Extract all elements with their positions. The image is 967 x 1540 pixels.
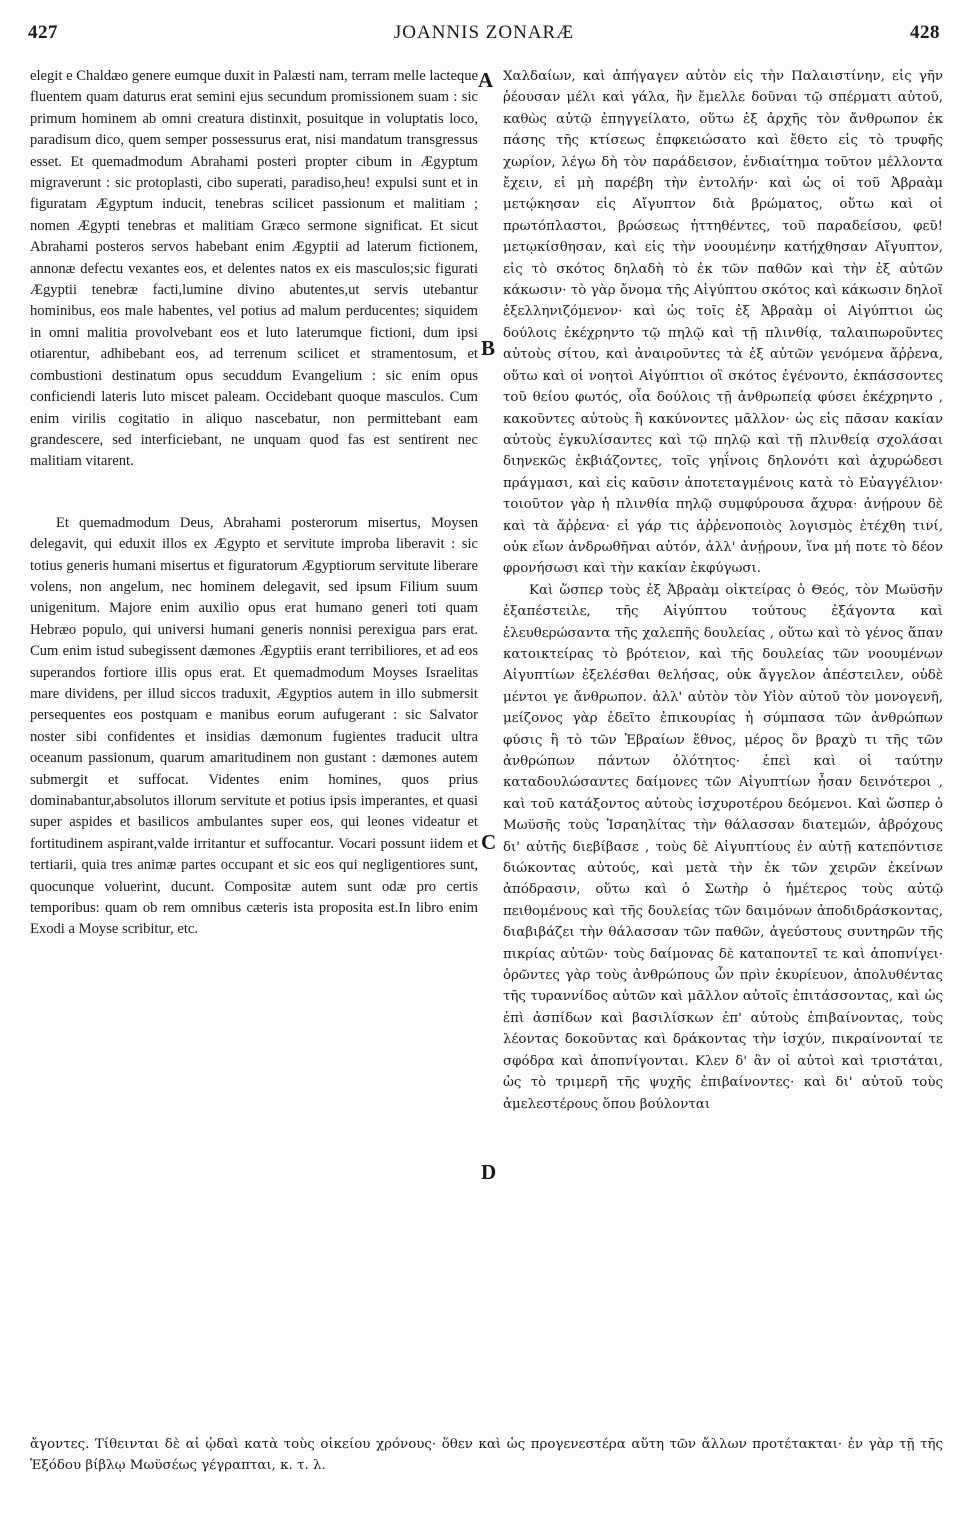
- running-title: JOANNIS ZONARÆ: [393, 22, 575, 43]
- greek-paragraph: Χαλδαίων, καὶ ἀπήγαγεν αὐτὸν εἰς τὴν Παλαιστίνην, εἰς γῆν ῥέουσαν μέλι καὶ γάλα, ἣν ἔμελλε δοῦναι τῷ σπέρματι αὐτοῦ, καθὼς αὐτῷ ἐπηγγείλατο, οὕτω ἐξ ἀρχῆς τὸν ἄνθρωπον ἐκ πάσης τῆς κτίσεως ἐπφκειώσατο καὶ ἔθετο εἰς τὸ τρυφῆς χωρίον, λέγω δὴ τὸν παράδεισον, ἐνδιαίτημα τοῦτον μέλλοντα ἔχειν, εἰ μὴ παρέβη τὴν ἐντολήν· καὶ ὡς οἱ τοῦ Ἀβραὰμ μετῴκησαν εἰς Αἴγυπτον διὰ βρώματος, οὕτω καὶ οἱ πρωτόπλαστοι, βρώσεως ἡττηθέντες, τοῦ παραδείσου, φεῦ! μετῳκίσθησαν, καὶ εἰς τὴν νοουμένην κατήχθησαν Αἴγυπτον, εἰς τὸ σκότος δηλαδὴ τὸ ἐκ τῶν παθῶν καὶ τὴν ἐξ αὐτῶν κάκωσιν· τὸ γὰρ ὄνομα τῆς Αἰγύπτου σκότος καὶ κάκωσιν δηλοῖ ἐξελληνιζόμενον· καὶ ὡς τοῖς ἐξ Ἀβραὰμ οἱ Αἰγύπτιοι ὡς δούλοις ἐκέχρηντο τῷ πηλῷ καὶ τῇ πλινθίᾳ, ταλαιπωροῦντες αὐτοὺς σίτου, καὶ ἀναιροῦντες τὰ ἐξ αὐτῶν γενόμενα ἄῤῥενα, οὕτω καὶ οἱ νοητοὶ Αἰγύπτιοι οἳ σκότος ἐγένοντο, ἐκπάσσοντες τοῦ θείου φωτός, οἷα δούλοις τῇ ἀνθρωπείᾳ φύσει ἐκέχρηντο , κακοῦντες αὐτοὺς ἢ κακύνοντες μᾶλλον· ὡς εἰς πᾶσαν κακίαν αὐτοὺς ἐγκυλίσαντες καὶ τῷ πηλῷ καὶ τῇ πλινθείᾳ σχολάσαι διηνεκῶς ἐκβιάζοντες, τοῖς γηΐνοις δηλονότι καὶ ἀχυρώδεσι πράγμασι, καὶ εἰς καῦσιν ἀποτεταγμένοις κατὰ τὸ Εὐαγγέλιον· τοιοῦτον γὰρ ἡ πλινθία πηλῷ συμφύρουσα ἄχυρα· ἀνῄρουν δὲ καὶ τὰ ἄῤῥενα· εἰ γάρ τις ἀῤῥενοποιὸς λογισμὸς ἐτέχθη τινί, οὐκ εἴων ἀνδρωθῆναι αὐτόν, ἀλλ' ἀνῄρουν, ἵνα μή ποτε τὸ δέον φρονήσωσι καὶ τὴν κακίαν ἐκφύγωσι.: [503, 69, 943, 577]
- section-marker-d: D: [481, 1160, 497, 1184]
- greek-continuation-line: [30, 1434, 943, 1476]
- latin-paragraph: elegit e Chaldæo genere eumque duxit in Palæsti nam, terram melle lacteque fluentem quam daturus erat semini ejus secundum promissionem suam : sic primum hominem ab omni creatura distinxit, posuitque in voluptatis loco, paradisum dico, quem semper possessurus erat, nisi mandatum transgressus esset. Et quemadmodum Abrahami posteri propter cibum in Ægyptum migraverunt : sic protoplasti, cibo superati, paradiso,heu! expulsi sunt et in figuratam Ægyptum inducit, tenebras scilicet passionum et malitiam ; nomen Ægypti tenebras et malitiam Græco sermone significat. Et sicut Abrahami posteros servos habebant enim Ægyptii ad laterum fictionem, annonæ defectu vexantes eos, et delentes natos ex eis masculos;sic figurati Ægyptii tenebræ facti,lumine divino abutentes,ut servis utebantur hominibus, eos male habentes, vel potius ad malum perducentes; siquidem in omni malitia provolvebant eos et luto laterumque fictioni, dum ipsi otiarentur, adhibebant eos, ad terrenum scilicet et stramentosum, et combustioni destinatum opus secuddum Evangelium : sic enim opus conficiendi lateris luto miscet paleam. Occidebant quoque masculos. Cum enim virilis cogitatio in aliquo nascebatur, non permittebant eam grandescere, sed interficiebant, ne unquam quod fas est sentirent nec malitiam vitarent.: [30, 68, 478, 470]
- page-number-left: 427: [28, 22, 58, 43]
- running-header: [28, 22, 940, 52]
- greek-column: [503, 66, 943, 1115]
- page-number-right: 428: [910, 22, 940, 43]
- latin-paragraph: Et quemadmodum Deus, Abrahami posterorum misertus, Moysen delegavit, qui eduxit illos ex Ægypto et servitute improba liberavit : sic totius generis humani misertus et figuratorum Ægyptiorum servitute liberare volens, non angelum, nec hominem delegavit, sed ipsum Filium suum unigenitum. Majore enim auxilio opus erat humano generi toti quam Hebræo populo, qui universi humani generis nonnisi perexigua pars erat. Cum enim istud subegissent dæmones Ægyptiis erant terribiliores, et ad eos superandos fortiore illis opus erat. Et quemadmodum Moyses Israelitas mare dividens, per illud siccos traduxit, Ægyptios autem in illo submersit persequentes eos postquam e manibus eorum aufugerant : sic Salvator noster sibi confidentes et insidias dæmonum fugientes traducit ultra oceanum passionum, quarum amaritudinem non gustant : dæmones autem submergit et suffocat. Videntes enim homines, quos prius dominabantur,absolutos illorum servitute et potius ipsis imperantes, et quasi super aspides et basilicos ambulantes super eos, qui leones videatur et fortitudinem aspirant,valde irritantur et suffocantur. Vocari possunt iidem et tertiarii, quia tres animæ partes occupant et sic eos qui negligentiores sunt, quocunque voluerint, ducunt. Compositæ autem sunt odæ pro certis temporibus: quam ob rem omnibus cæteris ista proposita est.In libro enim Exodi a Moyse scribitur, etc.: [30, 514, 478, 938]
- section-marker-a: A: [478, 68, 494, 92]
- greek-paragraph: Καὶ ὥσπερ τοὺς ἐξ Ἀβραὰμ οἰκτείρας ὁ Θεός, τὸν Μωϋσῆν ἐξαπέστειλε, τῆς Αἰγύπτου τούτους ἐξάγοντα καὶ ἐλευθερώσαντα τῆς χαλεπῆς δουλείας , οὕτω καὶ τὸ γένος ἅπαν κατοικτείρας τὸ βρότειον, καὶ τῆς δουλείας τῶν νοουμένων Αἰγυπτίων ἐξελέσθαι θελήσας, οὐκ ἄγγελον ἀπέστειλεν, οὐδὲ μέντοι γε ἄνθρωπον. ἀλλ' αὐτὸν τὸν Υἱὸν αὐτοῦ τὸν μονογενῆ, μείζονος γὰρ ἐδεῖτο ἐπικουρίας ἡ σύμπασα τῶν ἀνθρώπων φύσις ἢ τὸ τῶν Ἑβραίων ἔθνος, μέρος ὂν βραχὺ τι τῆς τῶν ἀνθρώπων πάντων ὁλότητος· ἐπεὶ καὶ οἱ ταύτην καταδουλώσαντες δαίμονες τῶν Αἰγυπτίων ἦσαν δεινότεροι , καὶ τοῦ κατάξοντος αὐτοὺς ἰσχυροτέρου δεόμενοι. Καὶ ὥσπερ ὁ Μωϋσῆς τοὺς Ἰσραηλίτας τὴν θάλασσαν διατεμών, ἀβρόχους δι' αὐτῆς διεβίβασε , τοὺς δὲ Αἰγυπτίους ἐν αὐτῇ κατεπόντισε διώκοντας αὐτούς, καὶ μετὰ τὴν ἐκ τῶν χειρῶν ἐκείνων ἀπόδρασιν, οὕτω καὶ ὁ Σωτὴρ ὁ ἡμέτερος τοὺς αὐτῷ πειθομένους καὶ τῆς δουλείας τῶν δαιμόνων ἀποδιδράσκοντας, διαβιβάζει τὴν θάλασσαν τῶν παθῶν, ἀγεύστους συντηρῶν τῆς πικρίας αὐτῶν· τοὺς δαίμονας δὲ καταποντεῖ τε καὶ ἀποπνίγει· ὁρῶντες γὰρ τοὺς ἀνθρώπους ὧν πρὶν ἐκυρίευον, ἀπολυθέντας τῆς τυραννίδος αὐτῶν καὶ μᾶλλον αὐτοῖς ἐπιτάσσοντας, καὶ ὡς ἐπὶ ἀσπίδων καὶ βασιλίσκων ἐπ' αὐτοὺς ἐπιβαίνοντας, τοὺς λέοντας δοκοῦντας καὶ δράκοντας τὴν ἰσχύν, πικραίνονταί τε σφόδρα καὶ ἀποπνίγονται. Κλεν δ' ἂν οἱ αὐτοὶ καὶ τριστάται, ὡς τὸ τριμερῆ τῆς ψυχῆς ἐπιβαίνοντες· καὶ δι' αὐτοῦ τοὺς ἀμελεστέρους ὅπου βούλονται: [503, 582, 943, 1112]
- latin-column: [30, 66, 478, 941]
- section-marker-b: B: [481, 336, 496, 360]
- section-marker-c: C: [481, 830, 497, 854]
- footer-text: ἄγοντες. Τίθεινται δὲ αἱ ᾠδαὶ κατὰ τοὺς οἰκείου χρόνους· ὅθεν καὶ ὡς προγενεστέρα αὕτη τῶν ἄλλων προτέτακται· ἐν γὰρ τῇ τῆς Ἐξόδου βίβλῳ Μωϋσέως γέγραπται, κ. τ. λ.: [30, 1437, 943, 1473]
